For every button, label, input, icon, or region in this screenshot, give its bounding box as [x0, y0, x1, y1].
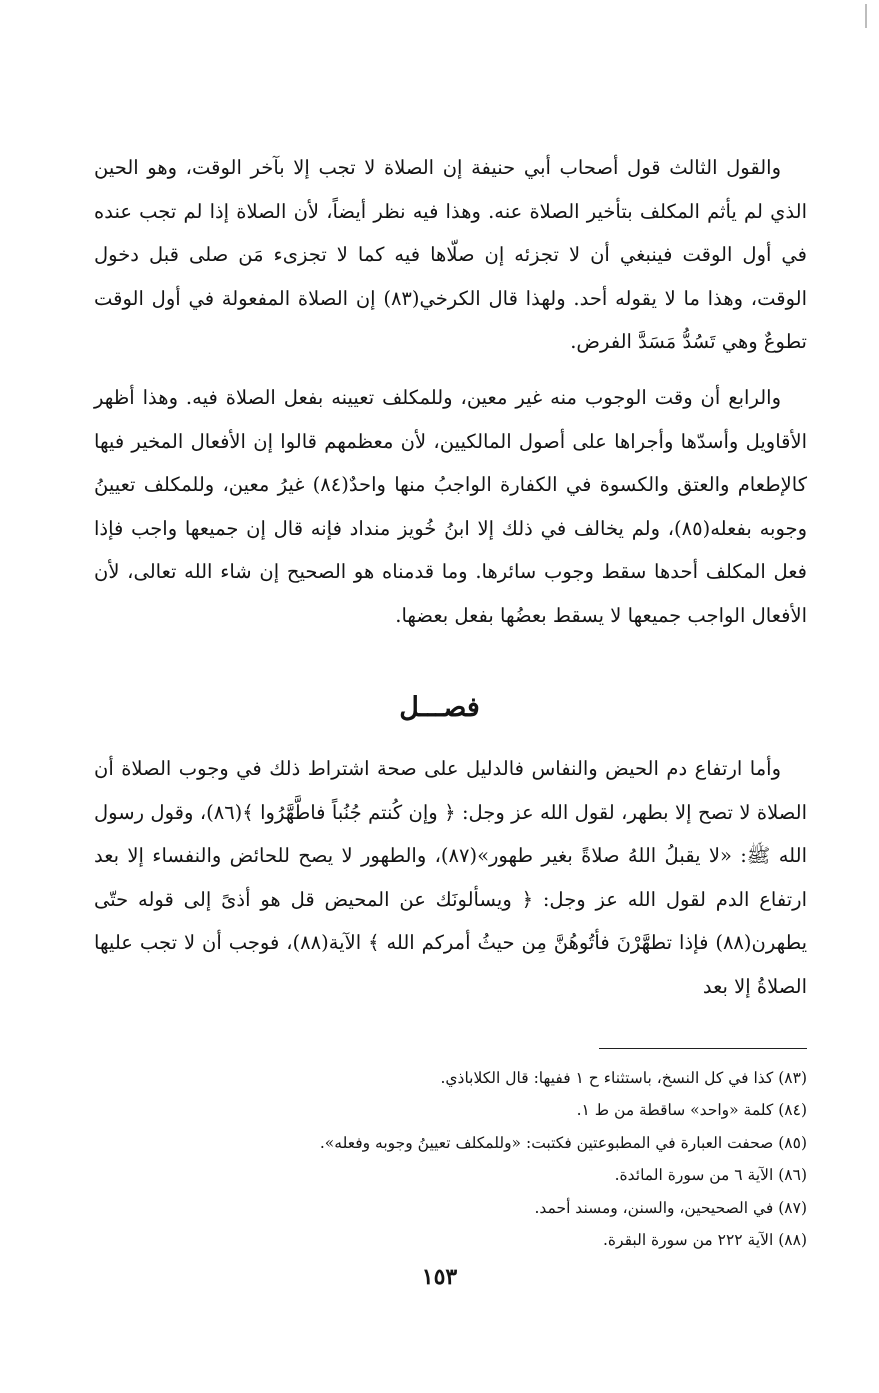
scan-edge-mark — [865, 4, 867, 28]
paragraph-menstruation: وأما ارتفاع دم الحيض والنفاس فالدليل على صحة اشتراط ذلك في وجوب الصلاة أن الصلاة لا تصح إلا بطهر، لقول الله عز وجل: ﴿ وإن كُنتم جُنُباً فاطَّهَّرُوا ﴾(٨٦)، وقول رسول الله ﷺ: «لا يقبلُ اللهُ صلاةً بغير طهور»(٨٧)، والطهور لا يصح للحائض والنفساء إلا بعد ارتفاع الدم لقول الله عز وجل: ﴿ ويسألونَك عن المحيض قل هو أذىً إلى قوله حتّى يطهرن(٨٨) فإذا تطهَّرْنَ فأتُوهُنَّ مِن حيثُ أمركم الله ﴾ الآية(٨٨)، فوجب أن لا تجب عليها الصلاةُ إلا بعد — [94, 757, 808, 998]
footnote-84: (٨٤) كلمة «واحد» ساقطة من ط ١. — [576, 1101, 807, 1120]
paragraph-fourth-opinion: والرابع أن وقت الوجوب منه غير معين، وللمكلف تعيينه بفعل الصلاة فيه. وهذا أظهر الأقاويل وأسدّها وأجراها على أصول المالكيين، لأن معظمهم قالوا إن الأفعال المخير فيها كالإطعام والعتق والكسوة في الكفارة الواجبُ منها واحدٌ(٨٤) غيرُ معين، وللمكلف تعيينُ وجوبه بفعله(٨٥)، ولم يخالف في ذلك إلا ابنُ خُويز منداد فإنه قال إن جميعها واجب فإذا فعل المكلف أحدها سقط وجوب سائرها. وما قدمناه هو الصحيح إن شاء الله تعالى، لأن الأفعال الواجب جميعها لا يسقط بعضُها بفعل بعضها. — [94, 386, 807, 627]
footnote-85: (٨٥) صحفت العبارة في المطبوعتين فكتبت: «وللمكلف تعيينُ وجوبه وفعله». — [319, 1133, 807, 1152]
footnote-separator — [599, 1048, 807, 1049]
footnote-88: (٨٨) الآية ٢٢٢ من سورة البقرة. — [602, 1231, 807, 1250]
body-block-first — [94, 146, 807, 364]
section-heading: فصـــل — [399, 692, 480, 723]
page-number: ١٥٣ — [421, 1264, 458, 1290]
footnotes-list — [94, 1062, 807, 1256]
body-block-third — [94, 747, 807, 1008]
footnote-83: (٨٣) كذا في كل النسخ، باستثناء ح ١ ففيها: قال الكلاباذي. — [440, 1069, 807, 1087]
paragraph-third-opinion: والقول الثالث قول أصحاب أبي حنيفة إن الصلاة لا تجب إلا بآخر الوقت، وهو الحين الذي لم يأثم المكلف بتأخير الصلاة عنه. وهذا فيه نظر أيضاً، لأن الصلاة إذا لم تجب عنده في أول الوقت فينبغي أن لا تجزئه إن صلّاها فيه كما لا تجزىء مَن صلى قبل دخول الوقت، وهذا ما لا يقوله أحد. ولهذا قال الكرخي(٨٣) إن الصلاة المفعولة في أول الوقت تطوعٌ وهي تَسُدُّ مَسَدَّ الفرض. — [94, 156, 807, 353]
body-block-second — [94, 376, 807, 637]
footnote-87: (٨٧) في الصحيحين، والسنن، ومسند أحمد. — [534, 1198, 807, 1217]
footnote-86: (٨٦) الآية ٦ من سورة المائدة. — [614, 1166, 807, 1185]
